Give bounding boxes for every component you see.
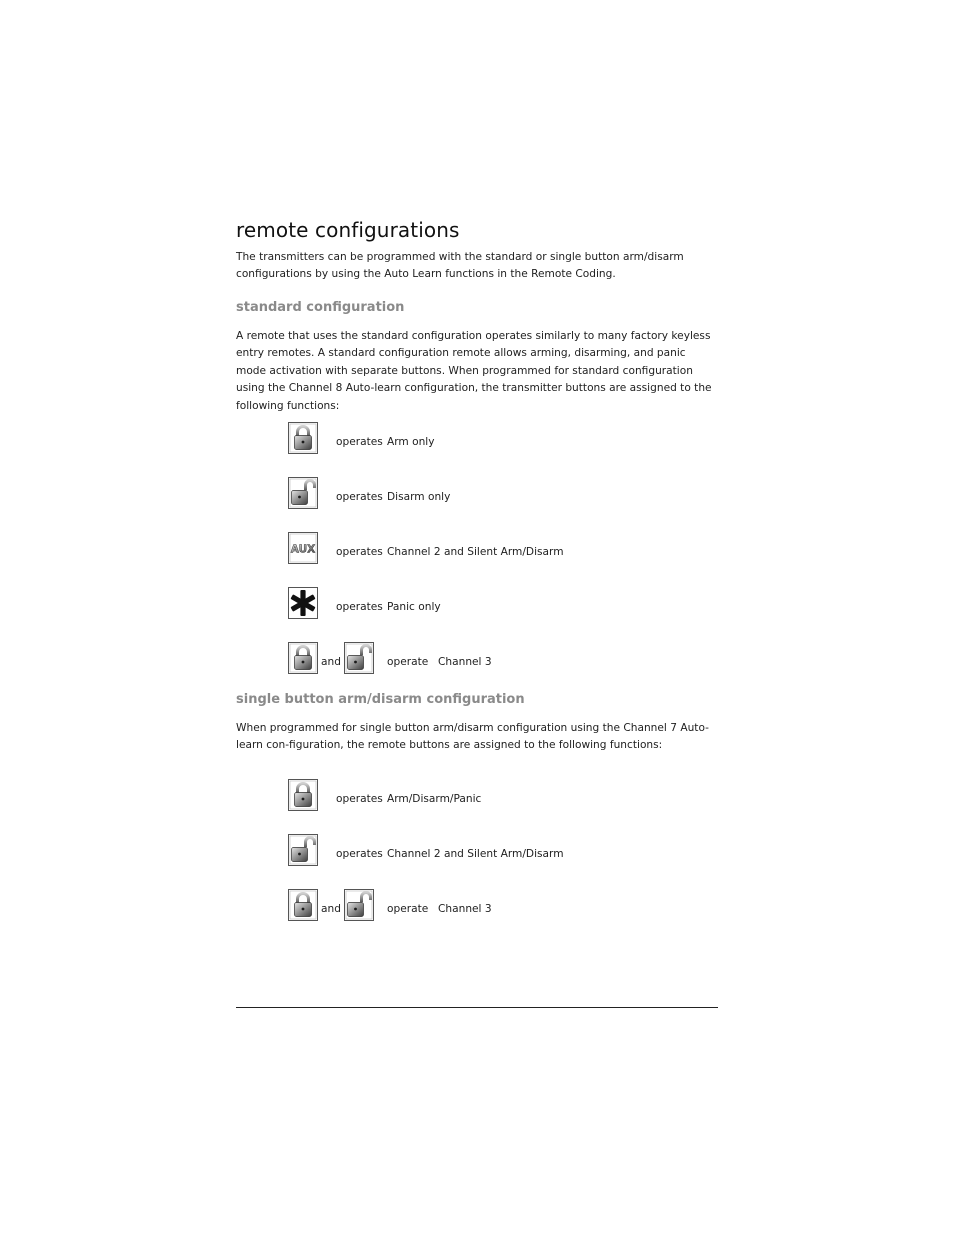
- page-title: remote configurations: [236, 218, 460, 242]
- verb-label: operates: [336, 601, 383, 613]
- unlock-icon: [344, 889, 374, 921]
- verb-label: operates: [336, 848, 383, 860]
- verb-label: operate: [387, 903, 429, 915]
- lock-icon: [288, 642, 318, 674]
- single-config-description: When programmed for single button arm/disarm configuration using the Channel 7 Auto-learn con-figuration, the remote buttons are assigned to the following functions:: [236, 722, 709, 752]
- verb-label: operates: [336, 546, 383, 558]
- function-label: Panic only: [387, 601, 441, 613]
- function-label: Channel 2 and Silent Arm/Disarm: [387, 848, 564, 860]
- connector-label: and: [321, 656, 341, 668]
- verb-label: operates: [336, 436, 383, 448]
- intro-paragraph: The transmitters can be programmed with the standard or single button arm/disarm configurations by using the Auto Learn functions in the Remote Coding.: [236, 251, 684, 281]
- unlock-icon: [288, 477, 318, 509]
- aux-icon: [288, 532, 318, 564]
- lock-icon: [288, 889, 318, 921]
- unlock-icon: [344, 642, 374, 674]
- lock-icon: [288, 422, 318, 454]
- standard-config-description: A remote that uses the standard configuration operates similarly to many factory keyless entry remotes. A standard configuration remote allows arming, disarming, and panic mode activation with separate buttons. When programmed for standard configuration using the Channel 8 Auto-learn configuration, the transmitter buttons are assigned to the following functions:: [236, 330, 712, 412]
- verb-label: operates: [336, 793, 383, 805]
- verb-label: operate: [387, 656, 429, 668]
- verb-label: operates: [336, 491, 383, 503]
- function-label: Channel 3: [438, 656, 492, 668]
- single-config-heading: single button arm/disarm configuration: [236, 692, 525, 707]
- asterisk-icon: [288, 587, 318, 619]
- function-label: Channel 3: [438, 903, 492, 915]
- function-label: Disarm only: [387, 491, 451, 503]
- footer-rule: [236, 1007, 718, 1008]
- standard-config-heading: standard configuration: [236, 300, 405, 315]
- function-label: Arm only: [387, 436, 435, 448]
- function-label: Arm/Disarm/Panic: [387, 793, 482, 805]
- function-label: Channel 2 and Silent Arm/Disarm: [387, 546, 564, 558]
- lock-icon: [288, 779, 318, 811]
- unlock-icon: [288, 834, 318, 866]
- connector-label: and: [321, 903, 341, 915]
